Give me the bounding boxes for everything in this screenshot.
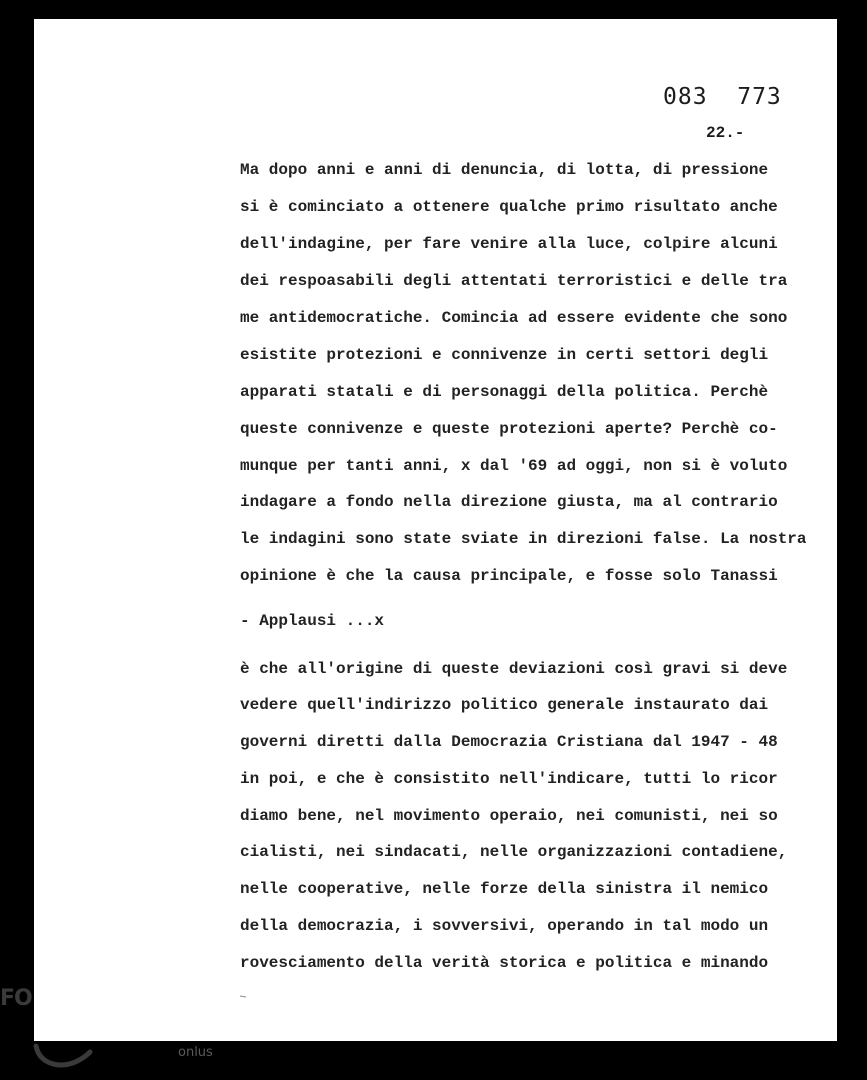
text-line: si è cominciato a ottenere qualche primo risultato anche bbox=[240, 198, 778, 216]
text-line: cialisti, nei sindacati, nelle organizzazioni contadiene, bbox=[240, 843, 788, 861]
text-line: dell'indagine, per fare venire alla luce, colpire alcuni bbox=[240, 235, 778, 253]
text-line: è che all'origine di queste deviazioni così gravi si deve bbox=[240, 660, 788, 678]
text-line: nelle cooperative, nelle forze della sinistra il nemico bbox=[240, 880, 769, 898]
applause-note: - Applausi ...x bbox=[240, 612, 385, 630]
text-line: queste connivenze e queste protezioni aperte? Perchè co- bbox=[240, 420, 778, 438]
watermark-logo-text: FO bbox=[0, 986, 32, 1011]
text-line: in poi, e che è consistito nell'indicare, tutti lo ricor bbox=[240, 770, 778, 788]
pencil-mark bbox=[240, 995, 246, 998]
text-line: munque per tanti anni, x dal '69 ad oggi, non si è voluto bbox=[240, 457, 788, 475]
text-line: della democrazia, i sovversivi, operando in tal modo un bbox=[240, 917, 769, 935]
text-line: diamo bene, nel movimento operaio, nei comunisti, nei so bbox=[240, 807, 778, 825]
document-stamp-number: 083 773 bbox=[663, 84, 782, 110]
page-number: 22.- bbox=[706, 124, 745, 142]
text-line: apparati statali e di personaggi della politica. Perchè bbox=[240, 383, 769, 401]
text-line: rovesciamento della verità storica e politica e minando bbox=[240, 954, 769, 972]
text-line: Ma dopo anni e anni di denuncia, di lotta, di pressione bbox=[240, 161, 769, 179]
watermark-logo-icon bbox=[30, 1038, 94, 1074]
text-line: le indagini sono state sviate in direzioni false. La nostra bbox=[240, 530, 807, 548]
text-line: governi diretti dalla Democrazia Cristiana dal 1947 - 48 bbox=[240, 733, 778, 751]
text-line: opinione è che la causa principale, e fosse solo Tanassi bbox=[240, 567, 778, 585]
text-line: esistite protezioni e connivenze in certi settori degli bbox=[240, 346, 769, 364]
text-line: vedere quell'indirizzo politico generale instaurato dai bbox=[240, 696, 769, 714]
text-line: me antidemocratiche. Comincia ad essere evidente che sono bbox=[240, 309, 788, 327]
text-line: dei respoasabili degli attentati terroristici e delle tra bbox=[240, 272, 788, 290]
text-line: indagare a fondo nella direzione giusta, ma al contrario bbox=[240, 493, 778, 511]
watermark-caption: onlus bbox=[178, 1045, 213, 1060]
